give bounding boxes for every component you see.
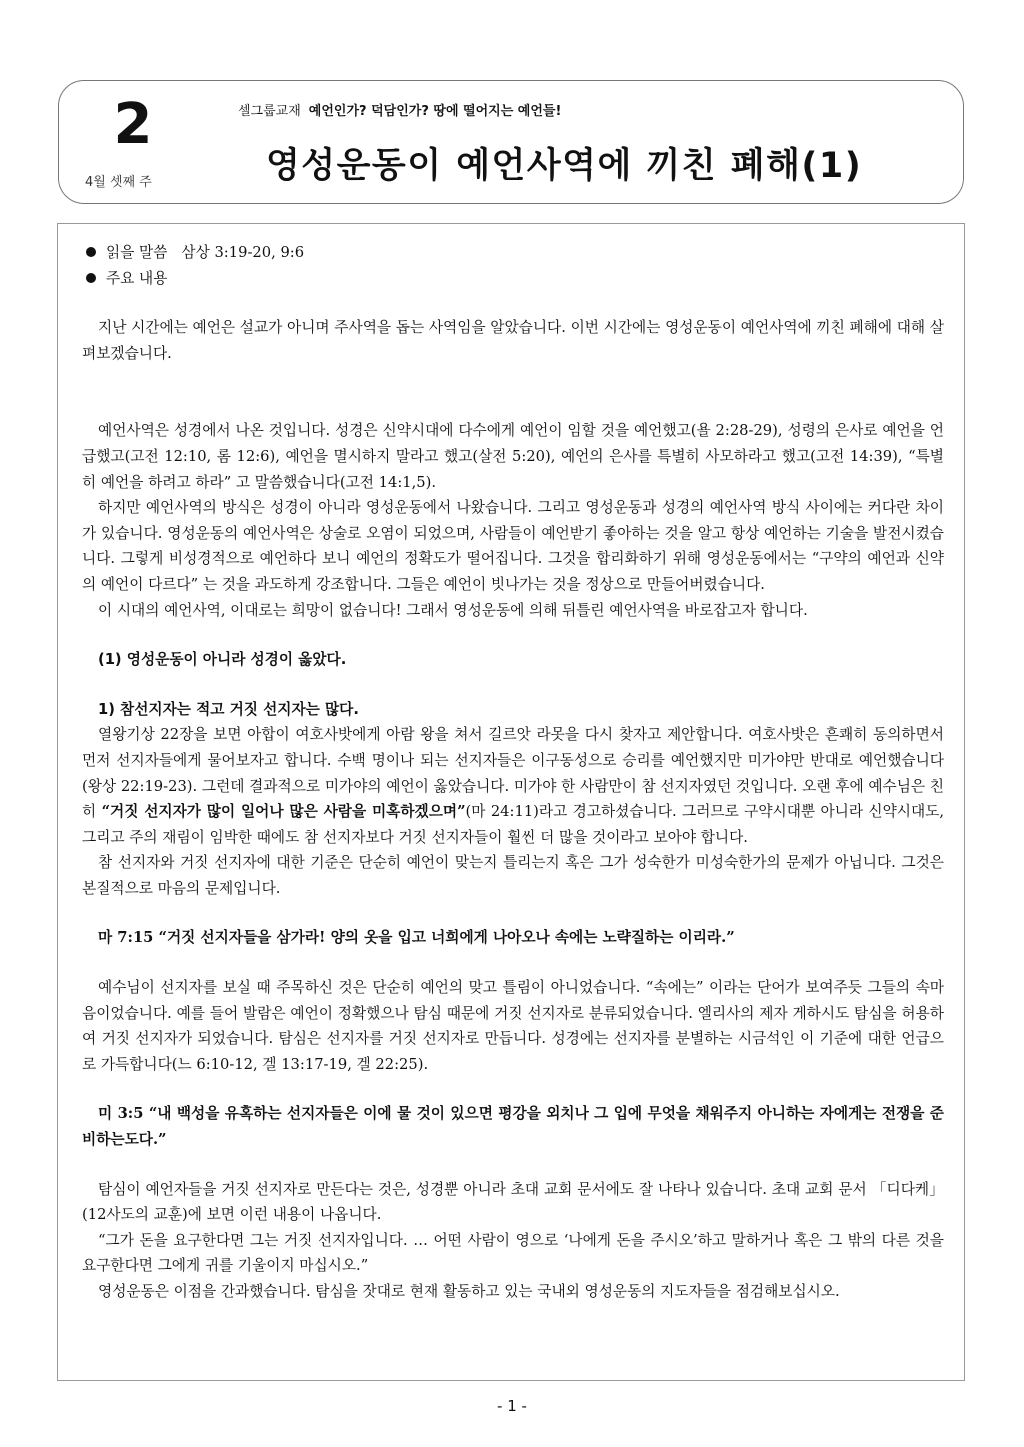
paragraph: 하지만 예언사역의 방식은 성경이 아니라 영성운동에서 나왔습니다. 그리고 영성운동과 성경의 예언사역 방식 사이에는 커다란 차이가 있습니다. 영성운동의 예언사역은 상술로 오염이 되었으며, 사람들이 예언받기 좋아하는 것을 알고 항상 예언하는 기술을 발전시켰습니다. 그렇게 비성경적으로 예언하다 보니 예언의 정확도가 떨어집니다. 그것을 합리화하기 위해 영성운동에서는 “구약의 예언과 신약의 예언이 다르다” 는 것을 과도하게 강조합니다. 그들은 예언이 빗나가는 것을 정상으로 만들어버렸습니다. — [82, 499, 944, 593]
lesson-number: 2 — [113, 92, 153, 157]
paragraph-intro: 지난 시간에는 예언은 설교가 아니며 주사역을 돕는 사역임을 알았습니다. 이번 시간에는 영성운동이 예언사역에 끼친 폐해에 대해 살펴보겠습니다. — [82, 319, 944, 362]
verse-quote: 미 3:5 “내 백성을 유혹하는 선지자들은 이에 물 것이 있으면 평강을 외치나 그 입에 무엇을 채워주지 아니하는 자에게는 전쟁을 준비하는도다.” — [82, 1105, 944, 1149]
bullet-dot-icon — [86, 247, 96, 257]
series-label — [238, 100, 561, 119]
paragraph: 예수님이 선지자를 보실 때 주목하신 것은 단순히 예언의 맞고 틀림이 아니었습니다. “속에는” 이라는 단어가 보여주듯 그들의 속마음이었습니다. 예를 들어 발람은 예언이 정확했으나 탐심 때문에 거짓 선지자로 분류되었습니다. 엘리사의 제자 게하시도 탐심을 허용하여 거짓 선지자가 되었습니다. 탐심은 선지자를 거짓 선지자로 만듭니다. 성경에는 선지자를 분별하는 시금석인 이 기준에 대한 언급으로 가득합니다(느 6:10-12, 겔 13:17-19, 겔 22:25). — [82, 979, 944, 1073]
summary-line — [82, 266, 944, 292]
quoted-verse: “거짓 선지자가 많이 일어나 많은 사람을 미혹하겠으며” — [101, 803, 466, 821]
page-title: 영성운동이 예언사역에 끼친 폐해(1) — [266, 146, 863, 186]
reading-line — [82, 240, 944, 266]
reading-value: 삼상 3:19-20, 9:6 — [181, 244, 305, 261]
paragraph: 참 선지자와 거짓 선지자에 대한 기준은 단순히 예언이 맞는지 틀리는지 혹은 그가 성숙한가 미성숙한가의 문제가 아닙니다. 그것은 본질적으로 마음의 문제입니다. — [82, 854, 944, 897]
content-box — [57, 223, 965, 1381]
paragraph-text: (마 24:11)라고 경고하셨습니다. 그러므로 구약시대뿐 아니라 신약시대도, 그리고 주의 재림이 임박한 때에도 참 선지자보다 거짓 선지자들이 훨씬 더 많을 것이라고 보아야 합니다. — [82, 803, 945, 846]
series-name: 셀그룹교재 — [238, 104, 301, 119]
paragraph: 영성운동은 이점을 간과했습니다. 탐심을 잣대로 현재 활동하고 있는 국내외 영성운동의 지도자들을 점검해보십시오. — [98, 1283, 840, 1300]
paragraph: “그가 돈을 요구한다면 그는 거짓 선지자입니다. … 어떤 사람이 영으로 ‘나에게 돈을 주시오’하고 말하거나 혹은 그 밖의 다른 것을 요구한다면 그에게 귀를 기울이지 마십시오.” — [82, 1231, 944, 1275]
section-heading: (1) 영성운동이 아니라 성경이 옳았다. — [98, 651, 347, 669]
subsection-heading: 1) 참선지자는 적고 거짓 선지자는 많다. — [98, 700, 359, 718]
reading-label: 읽을 말씀 — [106, 244, 168, 261]
content-body — [82, 240, 944, 1305]
week-label: 4월 셋째 주 — [85, 175, 152, 190]
paragraph: 이 시대의 예언사역, 이대로는 희망이 없습니다! 그래서 영성운동에 의해 뒤틀린 예언사역을 바로잡고자 합니다. — [98, 601, 808, 619]
paragraph: 예언사역은 성경에서 나온 것입니다. 성경은 신약시대에 다수에게 예언이 임할 것을 예언했고(욜 2:28-29), 성령의 은사로 예언을 언급했고(고전 12:10, 롬 12:6), 예언을 멸시하지 말라고 했고(살전 5:20), 예언의 은사를 특별히 사모하라고 했고(고전 14:39), “특별히 예언을 하려고 하라” 고 말씀했습니다(고전 14:1,5). — [82, 422, 944, 491]
bullet-dot-icon — [86, 273, 96, 283]
paragraph-text: 열왕기상 22장을 보면 아합이 여호사밧에게 아람 왕을 쳐서 길르앗 라못을 다시 찾자고 제안합니다. 여호사밧은 흔쾌히 동의하면서 먼저 선지자들에게 물어보자고 합니다. 수백 명이나 되는 선지자들은 이구동성으로 승리를 예언했지만 미가야만 반대로 예언했습니다(왕상 22:19-23). 그런데 결과적으로 미가야의 예언이 옳았습니다. 미가야 한 사람만이 참 선지자였던 것입니다. 오랜 후에 예수님은 친히 — [82, 726, 944, 821]
paragraph: 탐심이 예언자들을 거짓 선지자로 만든다는 것은, 성경뿐 아니라 초대 교회 문서에도 잘 나타나 있습니다. 초대 교회 문서 「디다케」(12사도의 교훈)에 보면 이런 내용이 나옵니다. — [82, 1180, 944, 1224]
verse-quote: 마 7:15 “거짓 선지자들을 삼가라! 양의 옷을 입고 너희에게 나아오나 속에는 노략질하는 이리라.” — [98, 929, 735, 947]
summary-label: 주요 내용 — [106, 269, 168, 287]
series-title: 예언인가? 덕담인가? 땅에 떨어지는 예언들! — [308, 104, 562, 119]
page-number: - 1 - — [497, 1397, 527, 1415]
paragraph — [82, 722, 944, 850]
